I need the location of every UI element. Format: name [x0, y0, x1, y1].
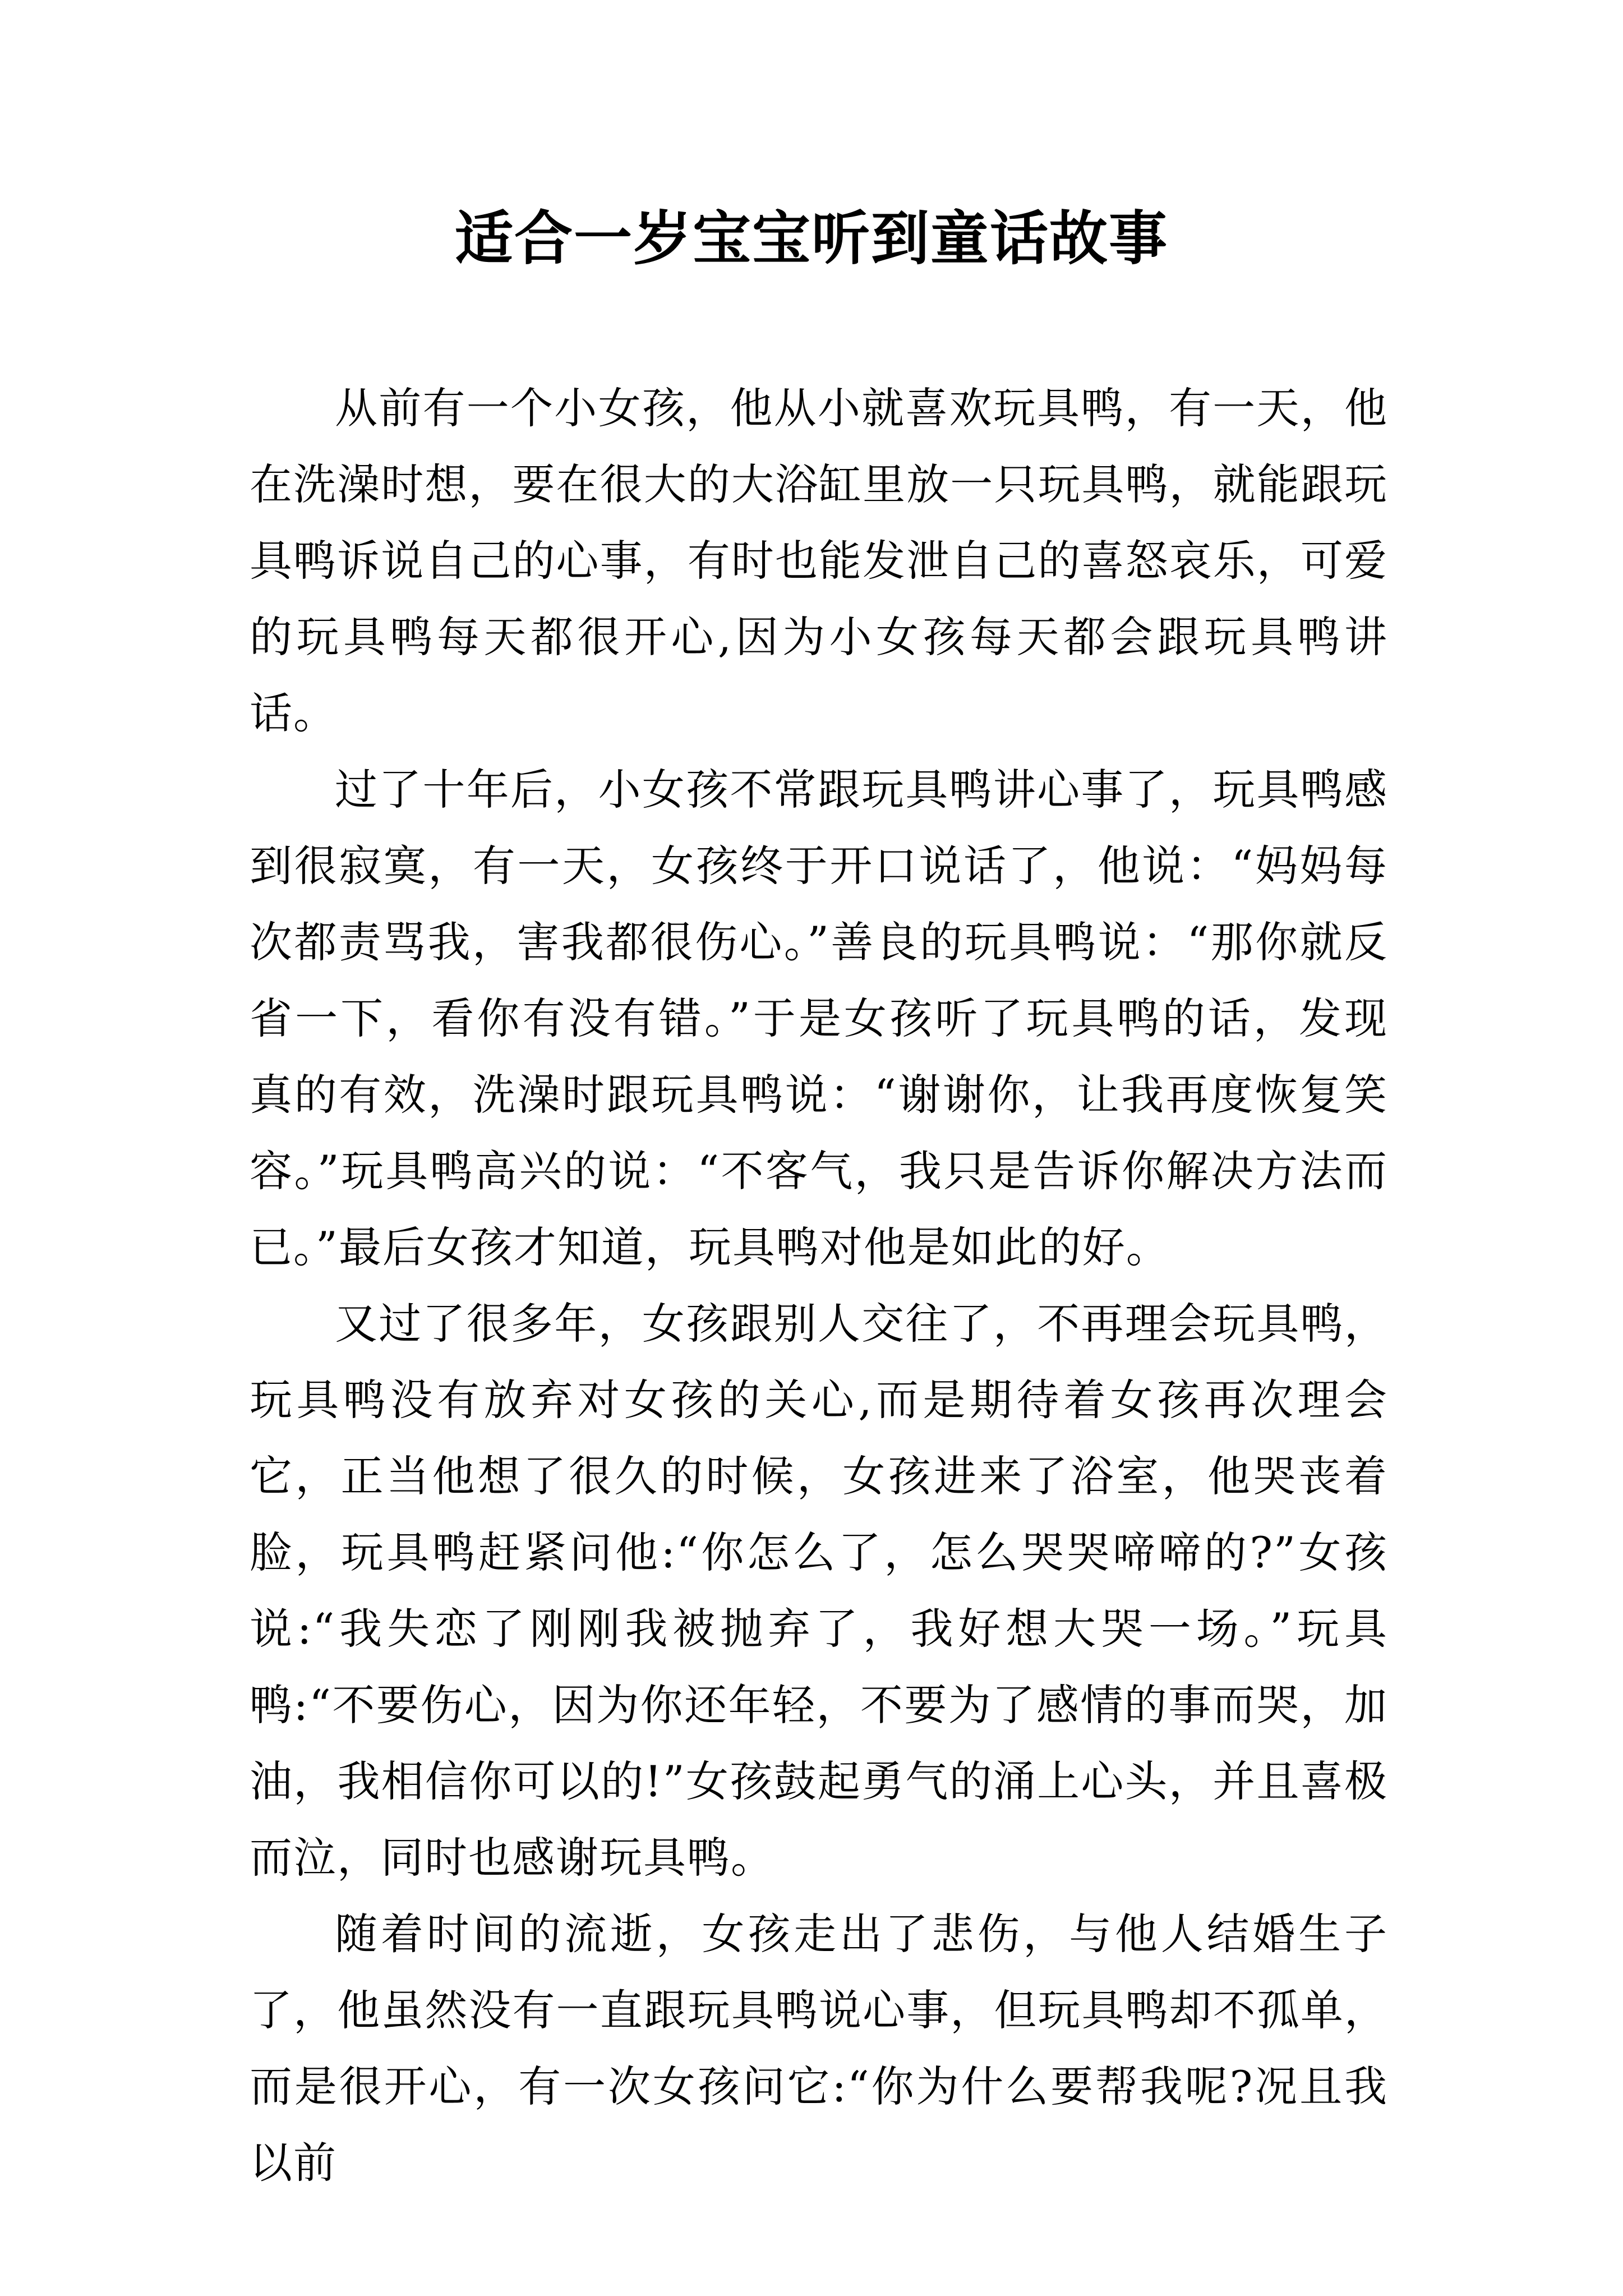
- paragraph-3: 又过了很多年，女孩跟别人交往了，不再理会玩具鸭，玩具鸭没有放弃对女孩的关心,而是期待着女孩再次理会它，正当他想了很久的时候，女孩进来了浴室，他哭丧着脸，玩具鸭赶紧问他:“你怎么了，怎么哭哭啼啼的?”女孩说:“我失恋了刚刚我被抛弃了，我好想大哭一场。”玩具鸭:“不要伤心，因为你还年轻，不要为了感情的事而哭，加油，我相信你可以的!”女孩鼓起勇气的涌上心头，并且喜极而泣，同时也感谢玩具鸭。: [250, 1299, 1388, 1883]
- paragraph-2: 过了十年后，小女孩不常跟玩具鸭讲心事了，玩具鸭感到很寂寞，有一天，女孩终于开口说话了，他说：“妈妈每次都责骂我，害我都很伤心。”善良的玩具鸭说：“那你就反省一下，看你有没有错。”于是女孩听了玩具鸭的话，发现真的有效，洗澡时跟玩具鸭说：“谢谢你，让我再度恢复笑容。”玩具鸭高兴的说：“不客气，我只是告诉你解决方法而已。”最后女孩才知道，玩具鸭对他是如此的好。: [250, 765, 1388, 1272]
- paragraph-1: 从前有一个小女孩，他从小就喜欢玩具鸭，有一天，他在洗澡时想，要在很大的大浴缸里放一只玩具鸭，就能跟玩具鸭诉说自己的心事，有时也能发泄自己的喜怒哀乐，可爱的玩具鸭每天都很开心,因为小女孩每天都会跟玩具鸭讲话。: [250, 383, 1388, 738]
- paragraph-4: 随着时间的流逝，女孩走出了悲伤，与他人结婚生子了，他虽然没有一直跟玩具鸭说心事，但玩具鸭却不孤单，而是很开心，有一次女孩问它:“你为什么要帮我呢?况且我以前: [250, 1909, 1388, 2188]
- document-body: [250, 370, 1388, 2201]
- document-title: 适合一岁宝宝听到童话故事: [454, 204, 1168, 273]
